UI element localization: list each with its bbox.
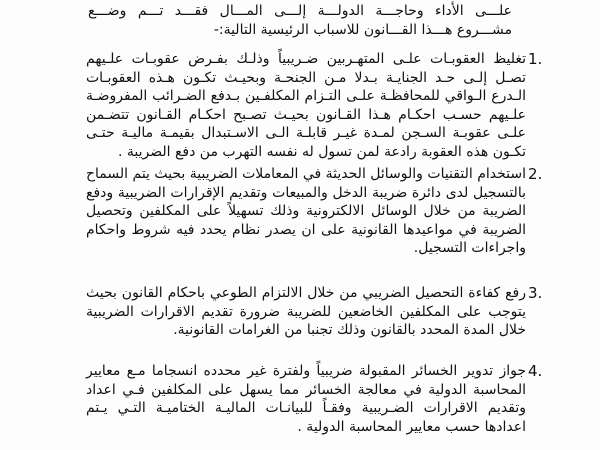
item-number: 2. xyxy=(528,165,543,183)
item-text: استخدام التقنيات والوسائل الحديثة في المعاملات الضريبية بحيث يتم السماح بالتسجيل لدى دائرة ضريبة الدخل والمبيعات وتقديم الإقرارات الضريبية ودفع الضريبة من خلال الوسائل الالكترونية وذلك تسهيلاً على المكلفين وتحصيل الضريبة في مواعيدها القانونية على ان يصدر نظام يحدد فيه شروط واحكام واجراءات التسجيل. xyxy=(86,166,526,256)
item-text: تغليظ العقوبـات علـى المتهـربين ضـريبياً وذلـك بفـرض عقوبـات علـيهم تصـل إلـى حـد الجنايـة بـدلا مـن الجنحـة وبحيـث تكـون هـذه العقوبـات الـدرع الـواقي للمحافظـة علـى التـزام المكلفـين بـدفع الضـرائب المفروضـة علـيهم حسـب احكـام هـذا القـانون بحيـث تصـبح احكـام القـانون تتضـمن علـى عقوبـة السـجن لمـدة غيـر قابلـة الـى الاسـتبدال بقيمـة ماليـة حتـى تكـون هذه العقوبة رادعة لمن تسول له نفسه التهرب من دفع الضريبة . xyxy=(86,51,526,160)
item-number: 3. xyxy=(528,284,543,302)
item-text: جواز تدوير الخسائر المقبولة ضريبياً ولفترة غير محدده انسجاما مـع معايير المحاسبة الدولية في معالجة الخسائر مما يسهل على المكلفين فـي اعداد وتقديم الاقرارات الضـريبية وفقـاً للبيانـات الماليـة الختاميـة التـي يـتم اعدادها حسب معايير المحاسبة الدولية . xyxy=(86,363,526,435)
list-item xyxy=(86,50,556,161)
item-text: رفع كفاءة التحصيل الضريبي من خلال الالتزام الطوعي باحكام القانون بحيث يتوجب على المكلفين الخاضعين للضريبة ضرورة تقديم الاقرارات الضريبية خلال المدة المحدد بالقانون وذلك تجنبا من الغرامات القانونية. xyxy=(86,285,526,338)
intro-paragraph: علـــى الأداء وحاجـــة الدولـــة إلـــى المـــال فقـــد تـــم وضـــع مشـــروع هـــذا القـــانون للاسباب الرئيسية التالية:- xyxy=(88,3,512,38)
item-number: 4. xyxy=(528,362,543,380)
list-item xyxy=(86,362,556,436)
list-item xyxy=(86,284,556,340)
item-number: 1. xyxy=(528,50,543,68)
list-item xyxy=(86,165,556,258)
